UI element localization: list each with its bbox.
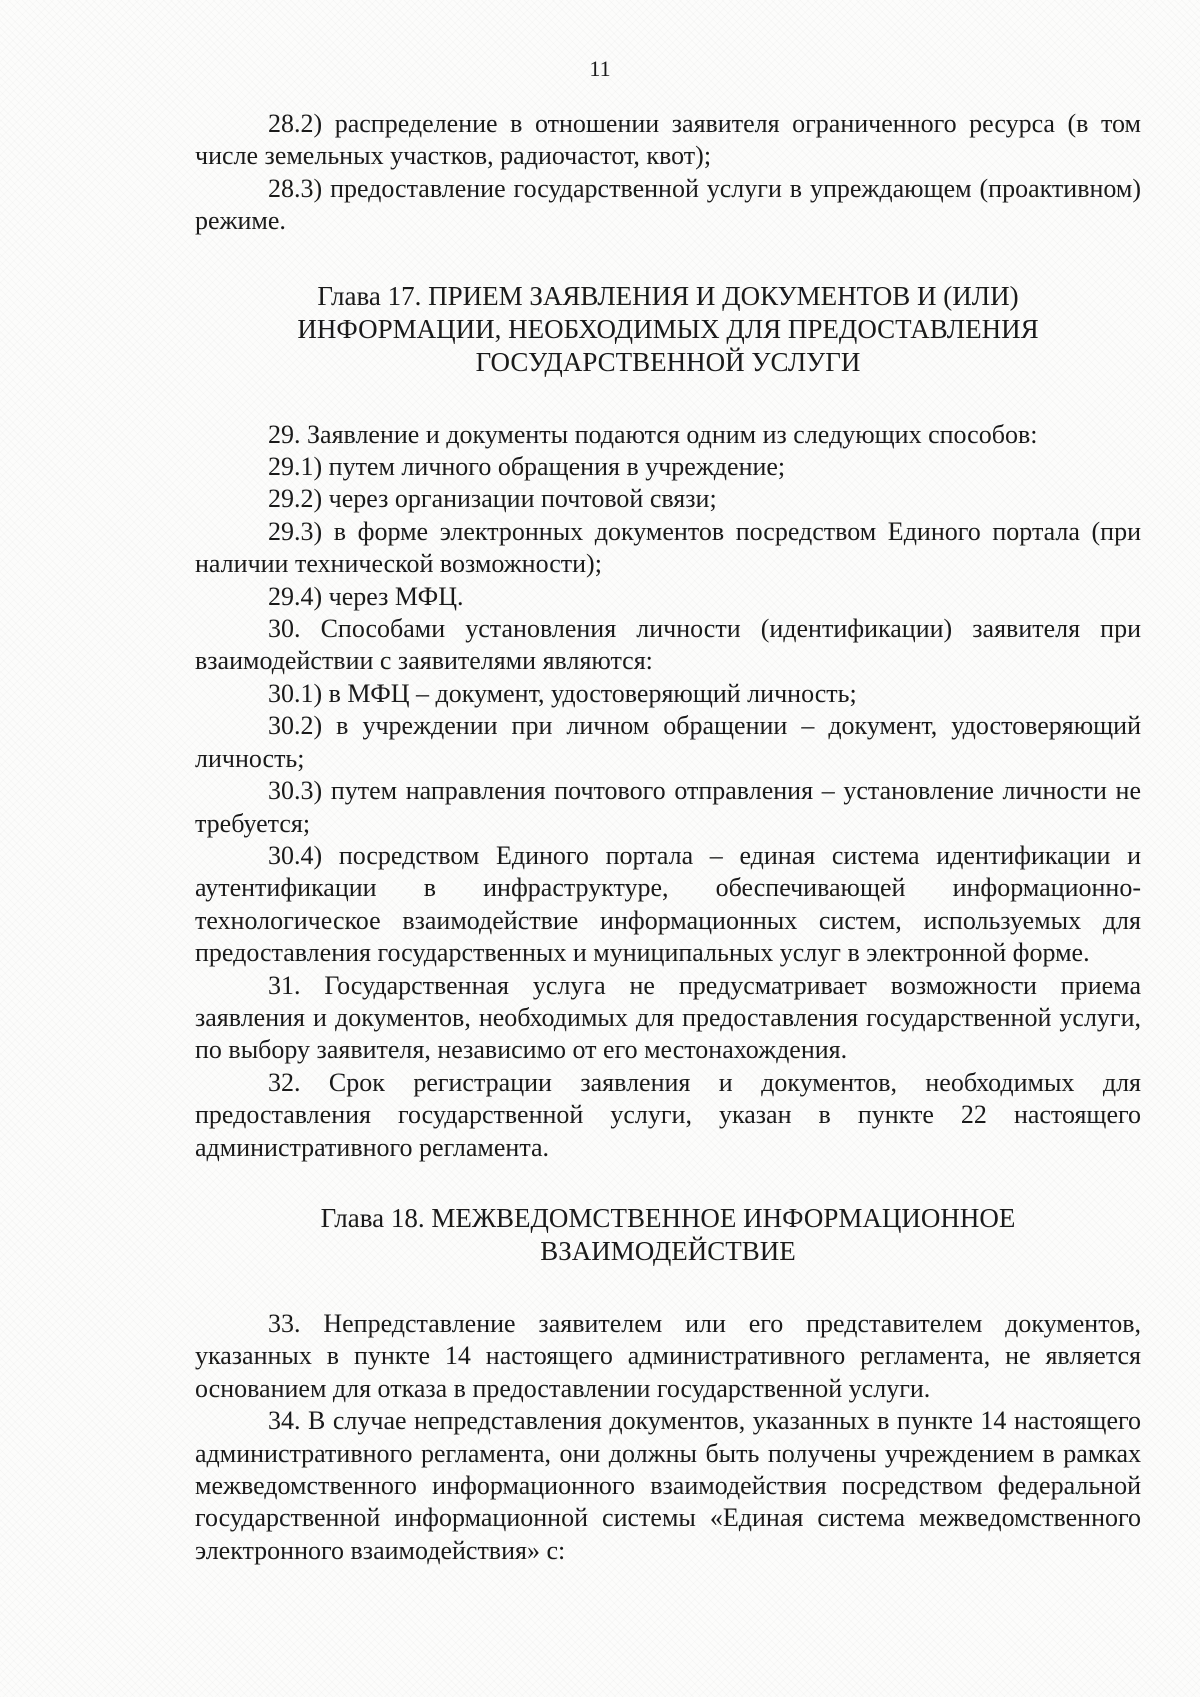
paragraph-29-2: 29.2) через организации почтовой связи; bbox=[268, 484, 717, 514]
paragraph-30-2: 30.2) в учреждении при личном обращении – документ, удостоверяющий личность; bbox=[195, 711, 1141, 773]
document-body bbox=[195, 108, 1141, 1567]
paragraph-29-3: 29.3) в форме электронных документов посредством Единого портала (при наличии технической возможности); bbox=[195, 516, 1141, 579]
paragraph-30: 30. Способами установления личности (идентификации) заявителя при взаимодействии с заявителями являются: bbox=[195, 614, 1141, 676]
paragraph-32: 32. Срок регистрации заявления и документов, необходимых для предоставления государственной услуги, указан в пункте 22 настоящего административного регламента. bbox=[195, 1067, 1141, 1162]
paragraph-33: 33. Непредставление заявителем или его представителем документов, указанных в пункте 14 настоящего административного регламента, не является основанием для отказа в предоставлении государственной услуги. bbox=[195, 1308, 1141, 1403]
paragraph-28-3: 28.3) предоставление государственной услуги в упреждающем (проактивном) режиме. bbox=[195, 173, 1141, 236]
chapter-17-heading-line: ИНФОРМАЦИИ, НЕОБХОДИМЫХ ДЛЯ ПРЕДОСТАВЛЕНИЯ bbox=[297, 313, 1039, 344]
paragraph-30-1: 30.1) в МФЦ – документ, удостоверяющий личность; bbox=[268, 678, 857, 708]
chapter-17-heading-line: Глава 17. ПРИЕМ ЗАЯВЛЕНИЯ И ДОКУМЕНТОВ И (ИЛИ) bbox=[317, 280, 1019, 311]
paragraph-29-4: 29.4) через МФЦ. bbox=[268, 581, 464, 611]
page-number: 11 bbox=[589, 56, 611, 81]
paragraph-29: 29. Заявление и документы подаются одним из следующих способов: bbox=[268, 419, 1038, 449]
chapter-17-heading-line: ГОСУДАРСТВЕННОЙ УСЛУГИ bbox=[475, 346, 861, 377]
paragraph-29-1: 29.1) путем личного обращения в учреждение; bbox=[268, 452, 786, 482]
chapter-18-heading-line: Глава 18. МЕЖВЕДОМСТВЕННОЕ ИНФОРМАЦИОННОЕ bbox=[320, 1202, 1016, 1233]
chapter-18-heading-line: ВЗАИМОДЕЙСТВИЕ bbox=[540, 1235, 796, 1266]
chapter-17-heading bbox=[195, 280, 1141, 379]
paragraph-30-3: 30.3) путем направления почтового отправления – установление личности не требуется; bbox=[195, 776, 1141, 838]
paragraph-28-2: 28.2) распределение в отношении заявителя ограниченного ресурса (в том числе земельных участков, радиочастот, квот); bbox=[195, 109, 1141, 171]
paragraph-30-4: 30.4) посредством Единого портала – единая система идентификации и аутентификации в инфраструктуре, обеспечивающей информационно-технологическое взаимодействие информационных систем, используемых для предоставления государственных и муниципальных услуг в электронной форме. bbox=[195, 840, 1141, 968]
chapter-18-heading bbox=[195, 1202, 1141, 1268]
paragraph-34: 34. В случае непредставления документов, указанных в пункте 14 настоящего административного регламента, они должны быть получены учреждением в рамках межведомственного информационного взаимодействия посредством федеральной государственной информационной системы «Единая система межведомственного электронного взаимодействия» с: bbox=[195, 1406, 1141, 1565]
paragraph-31: 31. Государственная услуга не предусматривает возможности приема заявления и документов, необходимых для предоставления государственной услуги, по выбору заявителя, независимо от его местонахождения. bbox=[195, 970, 1141, 1065]
